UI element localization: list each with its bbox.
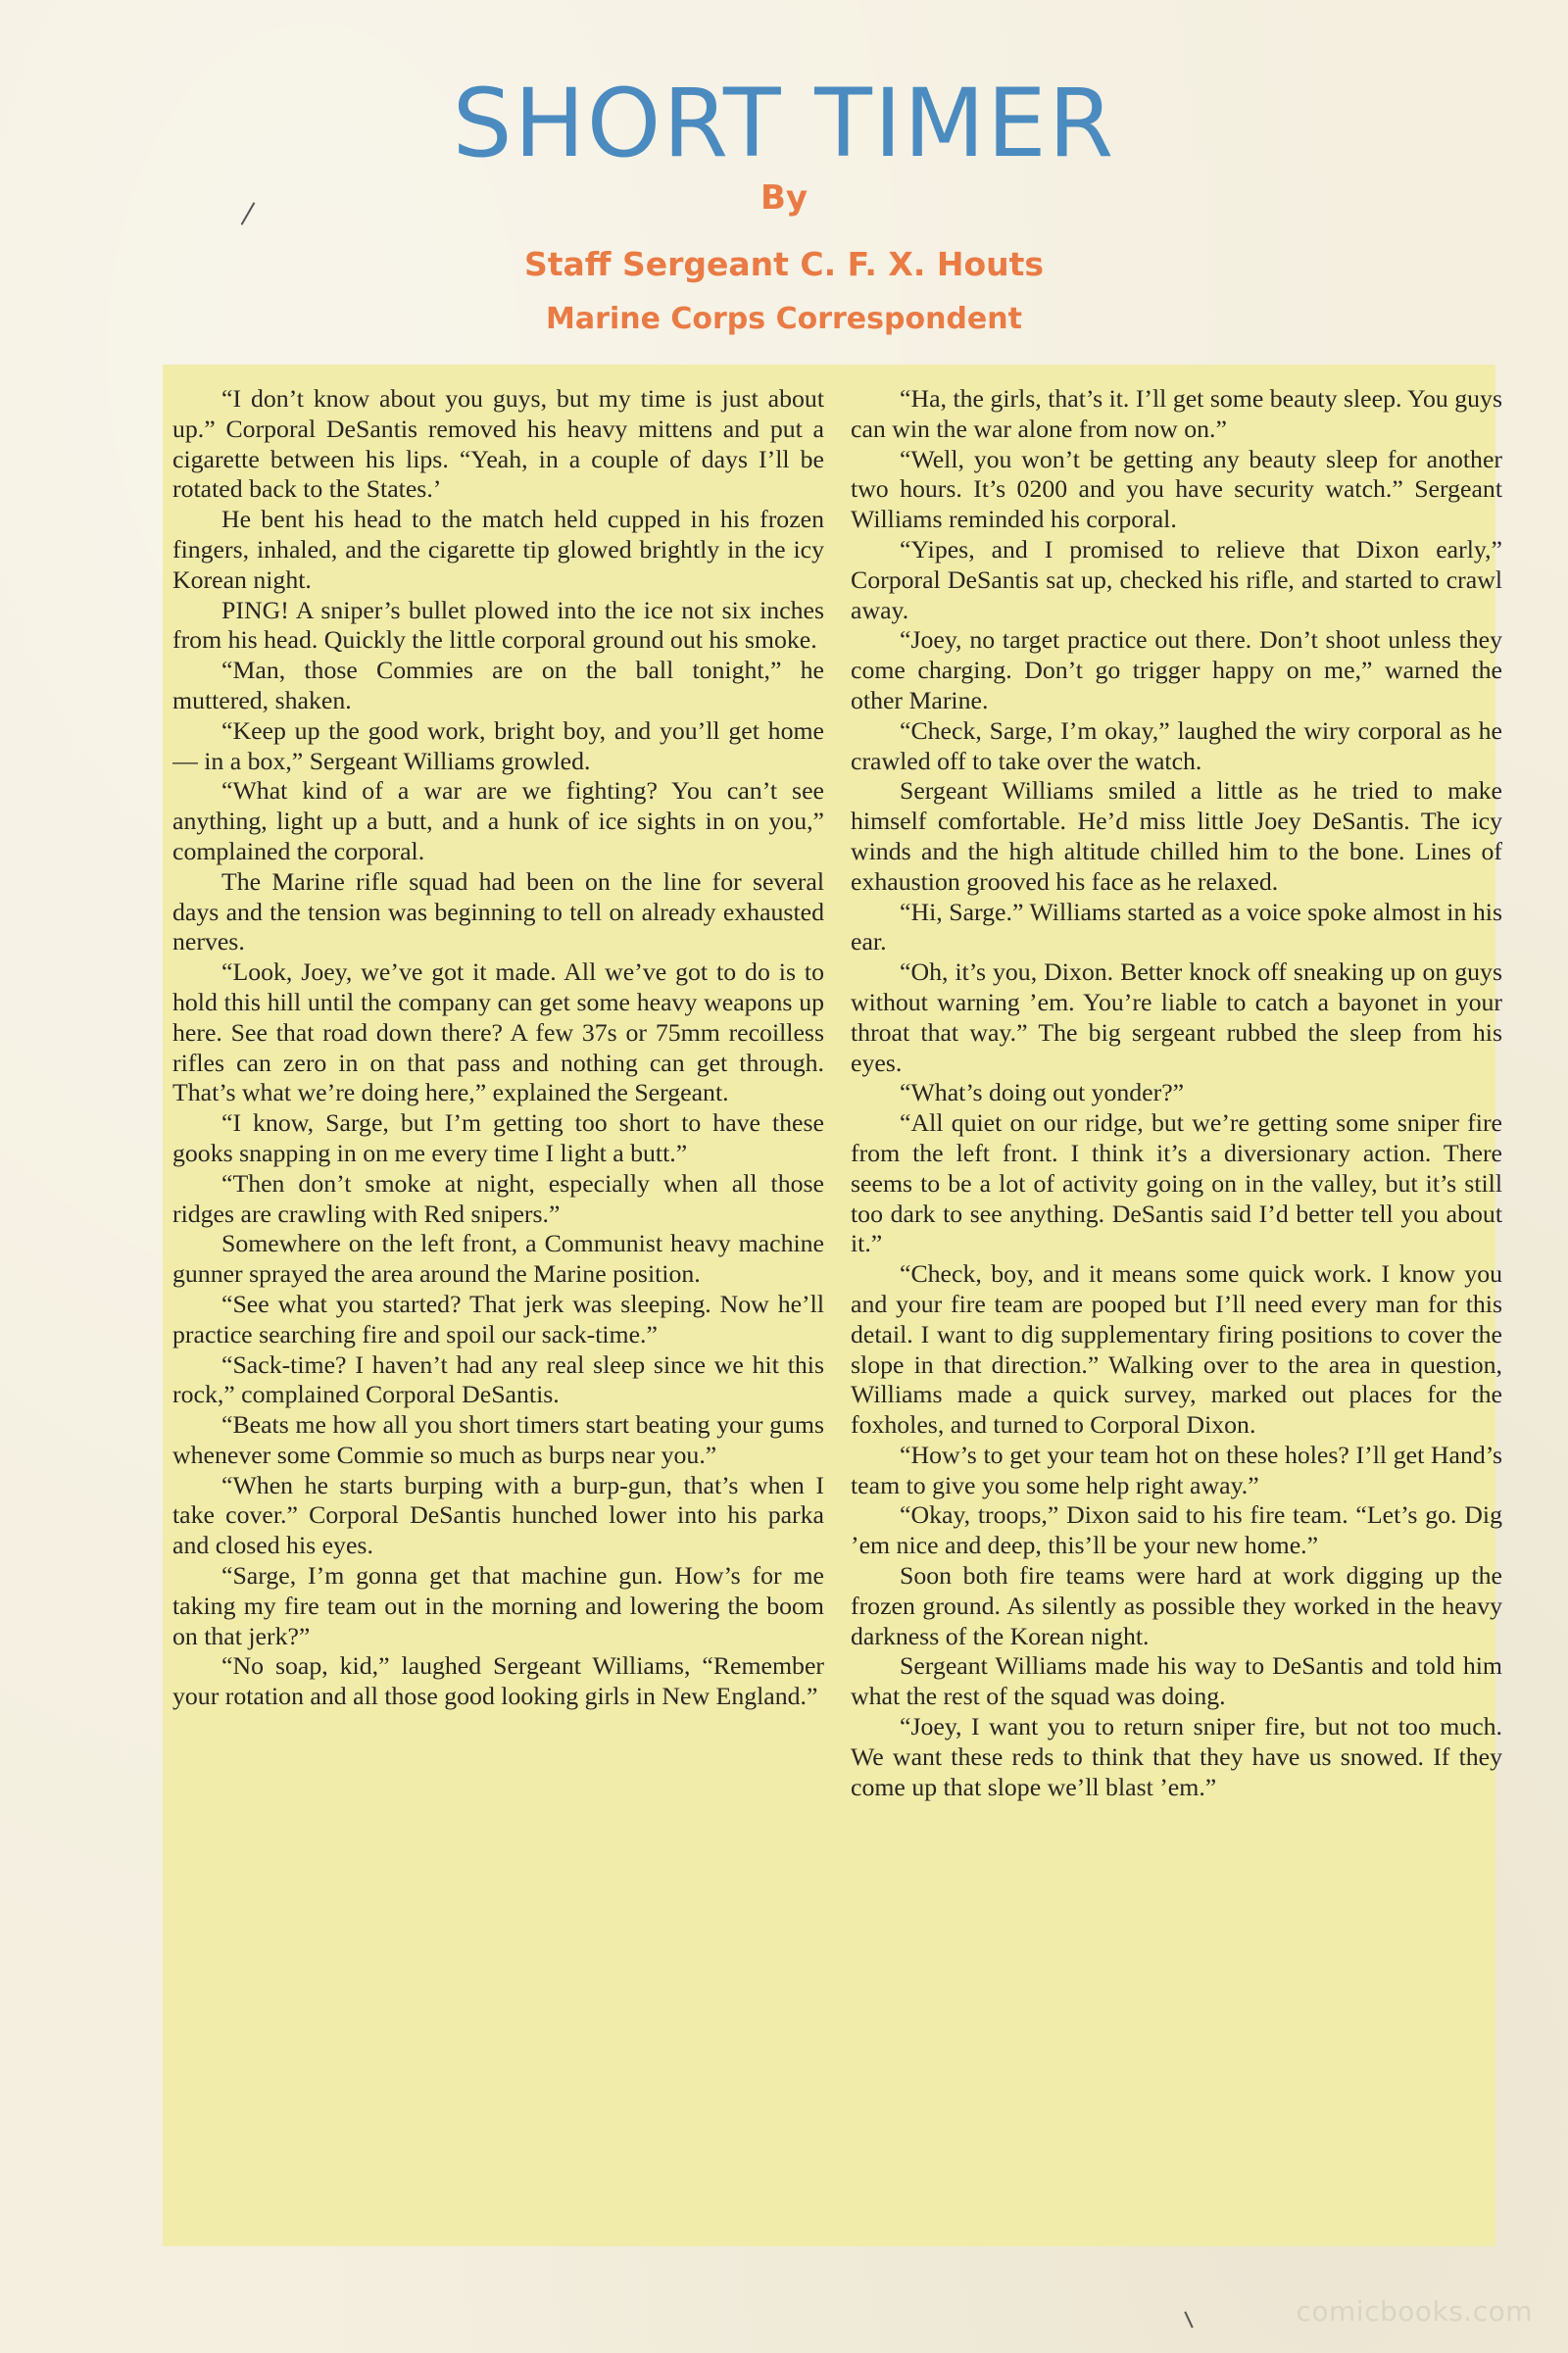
paragraph: PING! A sniper’s bullet plowed into the ice not six inches from his head. Quickly the little corporal ground out his smoke. [172, 595, 824, 655]
paragraph: “When he starts burping with a burp-gun, that’s when I take cover.” Corporal DeSantis hunched lower into his parka and closed his eyes. [172, 1470, 824, 1560]
site-watermark: comicbooks.com [1296, 2295, 1533, 2328]
paragraph: Sergeant Williams smiled a little as he tried to make himself comfortable. He’d miss little Joey DeSantis. The icy winds and the high altitude chilled him to the bone. Lines of exhaustion grooved his face as he relaxed. [851, 776, 1502, 896]
paragraph: “Keep up the good work, bright boy, and you’ll get home — in a box,” Sergeant Williams growled. [172, 715, 824, 775]
paragraph: “See what you started? That jerk was sleeping. Now he’ll practice searching fire and spoil our sack-time.” [172, 1289, 824, 1348]
paragraph: “I don’t know about you guys, but my time is just about up.” Corporal DeSantis removed his heavy mittens and put a cigarette between his lips. “Yeah, in a couple of days I’ll be rotated back to the States.’ [172, 384, 824, 504]
byline-by: By [760, 178, 808, 218]
paragraph: “Check, boy, and it means some quick work. I know you and your fire team are pooped but I’ll need every man for this detail. I want to dig supplementary firing positions to cover the slope in that direction.” Walking over to the area in question, Williams made a quick survey, marked out places for the foxholes, and turned to Corporal Dixon. [851, 1259, 1502, 1440]
paragraph: “How’s to get your team hot on these holes? I’ll get Hand’s team to give you some help right away.” [851, 1440, 1502, 1499]
story-title: SHORT TIMER [452, 69, 1116, 178]
paragraph: “Beats me how all you short timers start beating your gums whenever some Commie so much as burps near you.” [172, 1410, 824, 1469]
paragraph: “Ha, the girls, that’s it. I’ll get some beauty sleep. You guys can win the war alone from now on.” [851, 384, 1502, 443]
author-role: Marine Corps Correspondent [546, 302, 1022, 336]
paragraph: “Well, you won’t be getting any beauty sleep for another two hours. It’s 0200 and you have security watch.” Sergeant Williams reminded his corporal. [851, 444, 1502, 534]
paragraph: “Okay, troops,” Dixon said to his fire team. “Let’s go. Dig ’em nice and deep, this’ll be your new home.” [851, 1500, 1502, 1560]
paragraph: “Check, Sarge, I’m okay,” laughed the wiry corporal as he crawled off to take over the watch. [851, 715, 1502, 775]
paragraph: “Joey, no target practice out there. Don’t shoot unless they come charging. Don’t go trigger happy on me,” warned the other Marine. [851, 625, 1502, 714]
paragraph: “Hi, Sarge.” Williams started as a voice spoke almost in his ear. [851, 897, 1502, 956]
story-column-left [172, 384, 824, 2236]
paragraph: “Sarge, I’m gonna get that machine gun. How’s for me taking my fire team out in the morning and lowering the boom on that jerk?” [172, 1561, 824, 1650]
paragraph: The Marine rifle squad had been on the line for several days and the tension was beginning to tell on already exhausted nerves. [172, 866, 824, 956]
stray-mark [1184, 2311, 1193, 2328]
paragraph: “Yipes, and I promised to relieve that Dixon early,” Corporal DeSantis sat up, checked his rifle, and started to crawl away. [851, 534, 1502, 624]
paragraph: Somewhere on the left front, a Communist heavy machine gunner sprayed the area around the Marine position. [172, 1229, 824, 1289]
paragraph: “Then don’t smoke at night, especially when all those ridges are crawling with Red snipers.” [172, 1168, 824, 1228]
paragraph: “Look, Joey, we’ve got it made. All we’ve got to do is to hold this hill until the company can get some heavy weapons up here. See that road down there? A few 37s or 75mm recoilless rifles can zero in on that pass and nothing can get through. That’s what we’re doing here,” explained the Sergeant. [172, 957, 824, 1107]
paragraph: “What’s doing out yonder?” [900, 1078, 1185, 1107]
paragraph: “Joey, I want you to return sniper fire, but not too much. We want these reds to think that they have us snowed. If they come up that slope we’ll blast ’em.” [851, 1712, 1502, 1801]
paragraph: He bent his head to the match held cupped in his frozen fingers, inhaled, and the cigarette tip glowed brightly in the icy Korean night. [172, 505, 824, 594]
paragraph: “What kind of a war are we fighting? You can’t see anything, light up a butt, and a hunk of ice sights in on you,” complained the corporal. [172, 776, 824, 865]
paragraph: “No soap, kid,” laughed Sergeant Williams, “Remember your rotation and all those good looking girls in New England.” [172, 1651, 824, 1711]
paragraph: Soon both fire teams were hard at work digging up the frozen ground. As silently as possible they worked in the heavy darkness of the Korean night. [851, 1561, 1502, 1650]
author-name: Staff Sergeant C. F. X. Houts [523, 245, 1045, 283]
paragraph: “I know, Sarge, but I’m getting too short to have these gooks snapping in on me every time I light a butt.” [172, 1108, 824, 1167]
story-column-right [851, 384, 1502, 2236]
paragraph: Sergeant Williams made his way to DeSantis and told him what the rest of the squad was doing. [851, 1651, 1502, 1711]
paragraph: “All quiet on our ridge, but we’re getting some sniper fire from the left front. I think it’s a diversionary action. There seems to be a lot of activity going on in the valley, but it’s still too dark to see anything. DeSantis said I’d better tell you about it.” [851, 1108, 1502, 1258]
paragraph: “Oh, it’s you, Dixon. Better knock off sneaking up on guys without warning ’em. You’re liable to catch a bayonet in your throat that way.” The big sergeant rubbed the sleep from his eyes. [851, 957, 1502, 1077]
paragraph: “Sack-time? I haven’t had any real sleep since we hit this rock,” complained Corporal DeSantis. [172, 1349, 824, 1409]
paragraph: “Man, those Commies are on the ball tonight,” he muttered, shaken. [172, 656, 824, 714]
